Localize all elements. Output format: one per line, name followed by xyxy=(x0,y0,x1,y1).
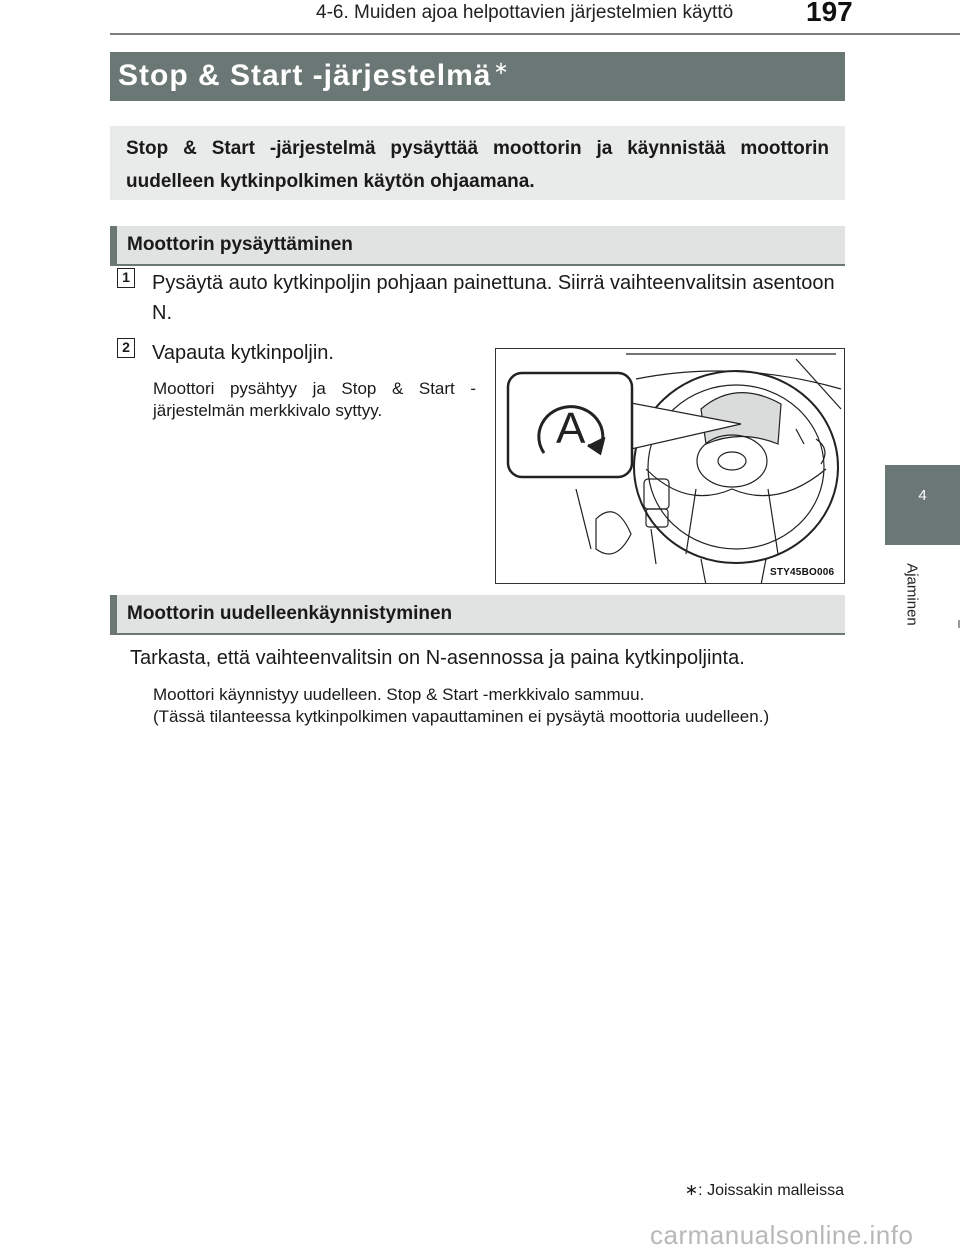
steering-wheel-icon xyxy=(496,349,845,584)
page-title-bar xyxy=(110,52,845,101)
running-header-title: 4-6. Muiden ajoa helpottavien järjestelmien käyttö xyxy=(316,2,734,23)
footnote-text: : Joissakin malleissa xyxy=(698,1182,844,1199)
step-2-text: Vapauta kytkinpoljin. xyxy=(152,342,334,364)
indicator-letter: A xyxy=(556,404,586,453)
illustration-code: STY45BO006 xyxy=(770,567,835,578)
chapter-label xyxy=(897,548,921,643)
watermark: carmanualsonline.info xyxy=(650,1220,914,1250)
chapter-tab xyxy=(885,465,960,545)
section-heading-restart xyxy=(110,595,845,635)
section-marker xyxy=(110,595,117,633)
page-title-text: Stop & Start -järjestelmä xyxy=(118,59,492,92)
intro-box: Stop & Start -järjestelmä pysäyttää moottorin ja käynnistää moottorin uudelleen kytkinpolkimen käytön ohjaamana. xyxy=(110,126,845,200)
section-marker xyxy=(110,226,117,264)
page-title xyxy=(118,58,510,93)
restart-note-2: (Tässä tilanteessa kytkinpolkimen vapauttaminen ei pysäytä moottoria uudelleen.) xyxy=(153,707,770,726)
step-number-1: 1 xyxy=(117,268,135,288)
page-number: 197 xyxy=(806,0,853,27)
step-2-note: Moottori pysähtyy ja Stop & Start -järjestelmän merkkivalo syttyy. xyxy=(153,379,476,420)
section-heading-text: Moottorin pysäyttäminen xyxy=(127,234,353,255)
dashboard-illustration xyxy=(495,348,845,584)
step-number-2: 2 xyxy=(117,338,135,358)
footnote xyxy=(582,1180,844,1200)
asterisk-icon: ∗ xyxy=(684,1182,699,1199)
section-heading-stopping xyxy=(110,226,845,266)
header-rule xyxy=(110,33,960,35)
restart-instruction: Tarkasta, että vaihteenvalitsin on N-asennossa ja paina kytkinpoljinta. xyxy=(130,647,745,669)
chapter-number: 4 xyxy=(918,487,927,504)
section-heading-text: Moottorin uudelleenkäynnistyminen xyxy=(127,603,453,624)
chapter-label-text: Ajaminen xyxy=(903,563,921,626)
step-1-text: Pysäytä auto kytkinpoljin pohjaan painettuna. Siirrä vaihteenvalitsin asentoon N. xyxy=(152,272,835,324)
asterisk-icon: ∗ xyxy=(493,58,510,78)
restart-note-1: Moottori käynnistyy uudelleen. Stop & Start -merkkivalo sammuu. xyxy=(153,685,645,704)
